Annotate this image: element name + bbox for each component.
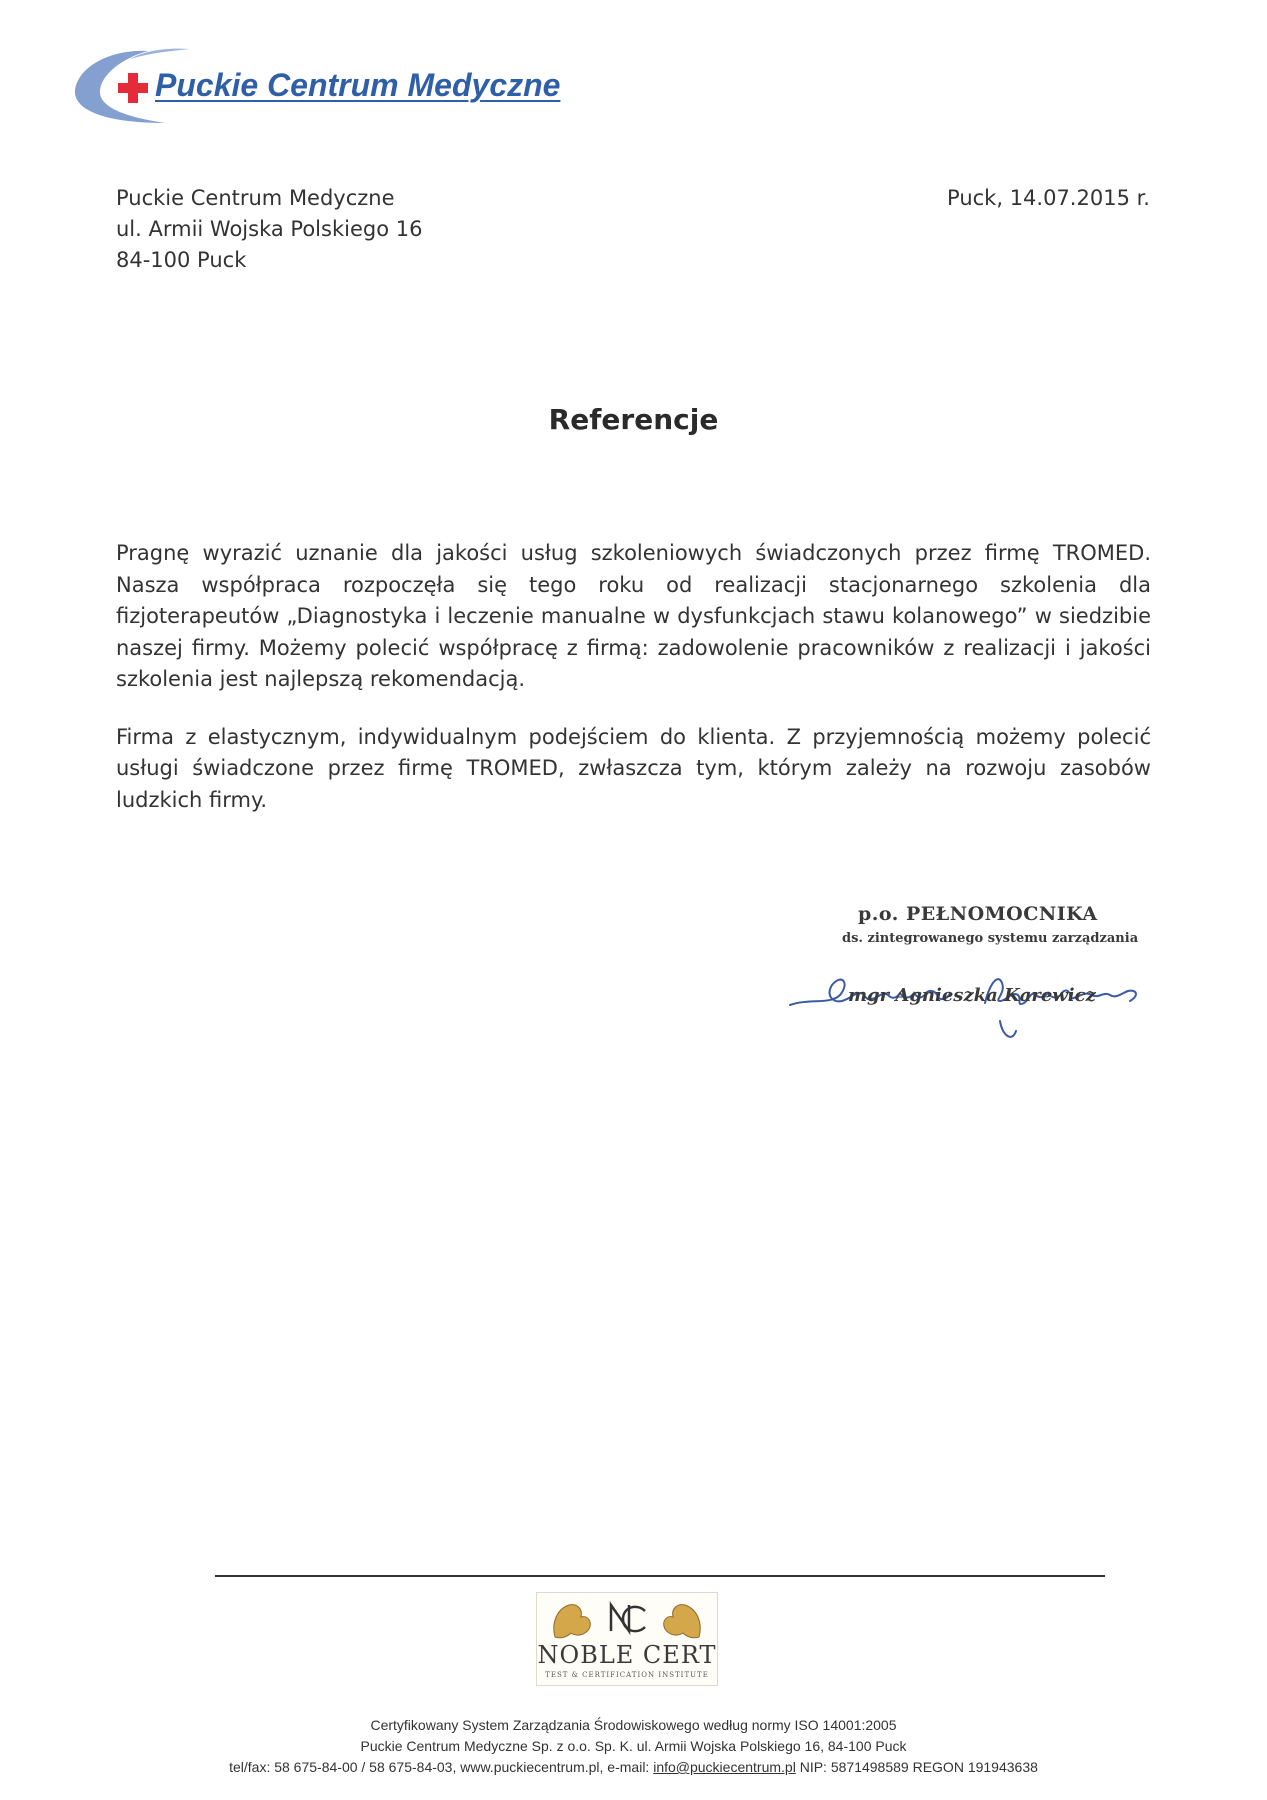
company-logo (70, 45, 590, 135)
signature-stamp (780, 903, 1180, 1033)
noble-cert-logo (536, 1592, 718, 1686)
sender-city: 84-100 Puck (116, 248, 247, 272)
footer-contact-ids: NIP: 5871498589 REGON 191943638 (795, 1759, 1038, 1775)
letter-date: Puck, 14.07.2015 r. (947, 186, 1150, 210)
footer-company: Puckie Centrum Medyczne Sp. z o.o. Sp. K. ul. Armii Wojska Polskiego 16, 84-100 Puck (360, 1738, 907, 1754)
document-title: Referencje (548, 403, 719, 436)
paragraph-2: Firma z elastycznym, indywidualnym podejściem do klienta. Z przyjemnością możemy polecić usługi świadczone przez firmę TROMED, zwłaszcza tym, którym zależy na rozwoju zasobów ludzkich firmy. (116, 724, 1151, 812)
medical-cross-icon (118, 73, 148, 103)
cert-subtitle: TEST & CERTIFICATION INSTITUTE (545, 1671, 709, 1679)
footer-divider (215, 1575, 1105, 1577)
footer-email-link[interactable]: info@puckiecentrum.pl (653, 1759, 796, 1775)
footer-contact-phone: tel/fax: 58 675-84-00 / 58 675-84-03, www.puckiecentrum.pl, e-mail: (229, 1759, 654, 1775)
stamp-signatory: mgr Agnieszka Karewicz (848, 985, 1096, 1006)
sender-address (116, 183, 422, 276)
paragraph-1: Pragnę wyrazić uznanie dla jakości usług szkoleniowych świadczonych przez firmę TROMED. Nasza współpraca rozpoczęła się tego roku od realizacji stacjonarnego szkolenia dla fizjoterapeutów „Diagnostyka i leczenie manualne w dysfunkcjach stawu kolanowego” w siedzibie naszej firmy. Możemy polecić współpracę z firmą: zadowolenie pracowników z realizacji i jakości szkolenia jest najlepszą rekomendacją. (116, 541, 1151, 691)
footer-certification: Certyfikowany System Zarządzania Środowiskowego według normy ISO 14001:2005 (370, 1717, 897, 1733)
sender-street: ul. Armii Wojska Polskiego 16 (116, 217, 423, 241)
footer-info (0, 1715, 1267, 1778)
stamp-position: p.o. PEŁNOMOCNIKA (858, 903, 1098, 925)
logo-text: Puckie Centrum Medyczne (155, 67, 561, 103)
letter-body (116, 538, 1151, 842)
stamp-department: ds. zintegrowanego systemu zarządzania (842, 931, 1139, 946)
lions-emblem-icon (537, 1593, 717, 1643)
footer-contact (0, 1757, 1267, 1778)
cert-name: NOBLE CERT (537, 1641, 717, 1669)
sender-name: Puckie Centrum Medyczne (116, 186, 395, 210)
